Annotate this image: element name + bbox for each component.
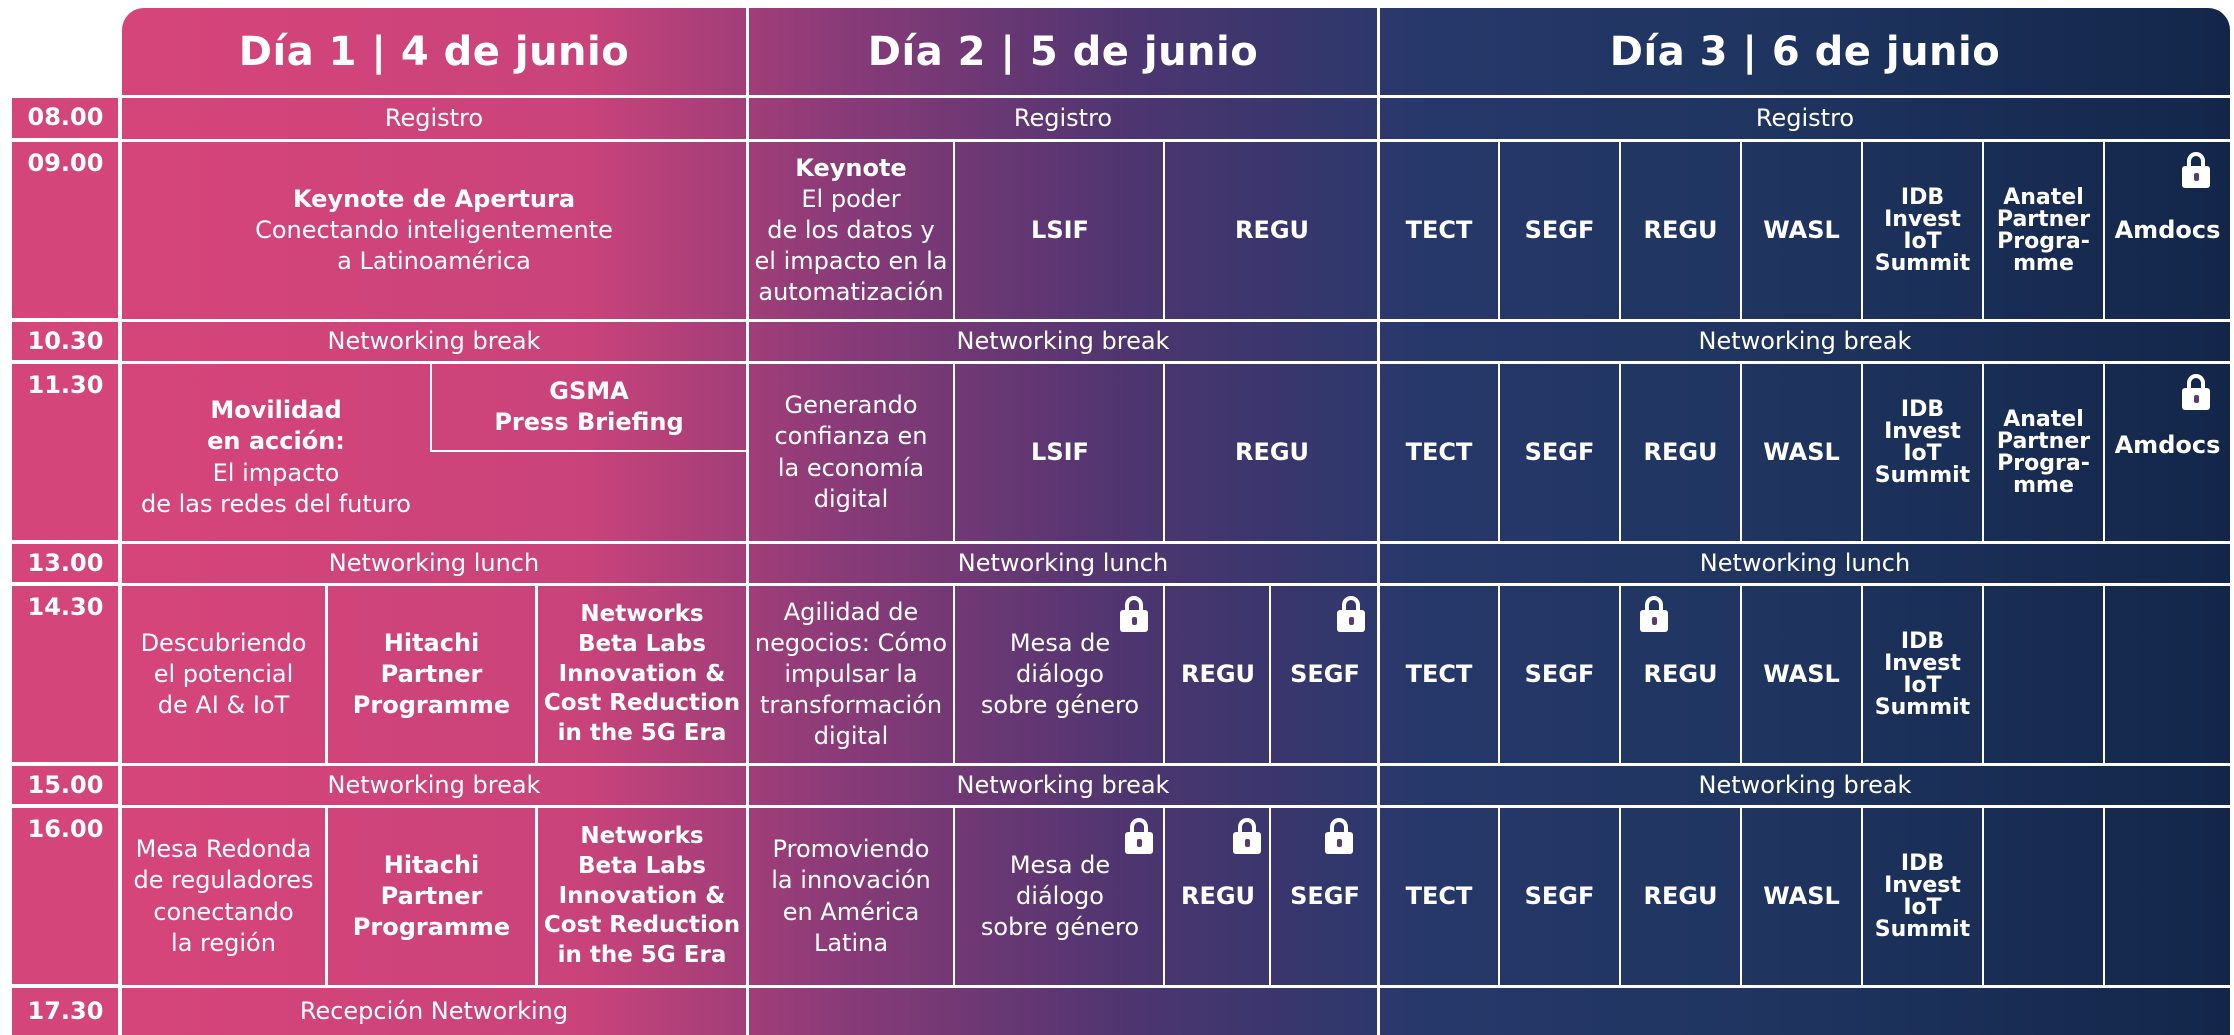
day2-regu-0900[interactable]: REGU [1234, 215, 1310, 244]
day3-idb-0900[interactable] [1863, 142, 1984, 319]
day3-wasl-1130[interactable]: WASL [1742, 364, 1863, 541]
anatel-line: mme [2013, 472, 2074, 498]
hitachi-line: Programme [352, 913, 511, 942]
day2-lunch: Networking lunch [957, 548, 1169, 577]
lock-icon [2182, 152, 2210, 188]
day3-break-1500: Networking break [1698, 770, 1912, 799]
day3-anatel-0900[interactable] [1984, 142, 2105, 319]
idb-line: Summit [1874, 462, 1971, 488]
day1-mesa-redonda[interactable] [122, 808, 328, 985]
day3-wasl-0900[interactable]: WASL [1742, 142, 1863, 319]
idb-line: Invest [1884, 418, 1961, 444]
day1-descubriendo[interactable] [122, 586, 328, 763]
day3-segf-1130[interactable]: SEGF [1500, 364, 1621, 541]
day2-keynote[interactable] [749, 142, 955, 319]
lock-icon [1325, 818, 1353, 854]
day2-keynote-line: automatización [758, 278, 944, 307]
time-1730: 17.30 [27, 997, 104, 1025]
gsma-line: GSMA [549, 376, 629, 405]
day3-wasl-1600[interactable]: WASL [1742, 808, 1863, 985]
day3-regu-1130[interactable]: REGU [1621, 364, 1742, 541]
anatel-line: Partner [1996, 206, 2091, 232]
hitachi-line: Hitachi [383, 628, 480, 657]
day3-regu-1600[interactable]: REGU [1621, 808, 1742, 985]
idb-line: IDB [1900, 184, 1945, 210]
agilidad-line: digital [813, 722, 889, 751]
time-1030: 10.30 [27, 327, 104, 355]
nbl-line: in the 5G Era [557, 720, 727, 747]
day2-break-1500: Networking break [956, 770, 1170, 799]
nbl-line: Networks [580, 822, 704, 849]
mesa-line: conectando [153, 897, 294, 926]
descubriendo-line: de AI & IoT [157, 691, 290, 720]
movilidad-line: de las redes del futuro [141, 489, 411, 518]
genero-line: sobre género [980, 913, 1140, 942]
genero-line: diálogo [1016, 881, 1104, 910]
day2-keynote-title: Keynote [795, 153, 907, 182]
idb-line: IoT [1903, 440, 1942, 466]
day3-idb-1130[interactable] [1863, 364, 1984, 541]
agilidad-line: transformación [759, 691, 943, 720]
movilidad-title: en acción: [207, 427, 345, 456]
time-1500: 15.00 [27, 771, 104, 799]
promoviendo-line: Promoviendo [772, 835, 930, 864]
day1-hitachi-1430[interactable] [328, 586, 538, 763]
hitachi-line: Partner [380, 881, 483, 910]
nbl-line: Innovation & [558, 660, 726, 687]
nbl-line: Cost Reduction [543, 912, 741, 939]
day2-lsif-0900[interactable]: LSIF [957, 142, 1165, 319]
idb-line: Invest [1884, 650, 1961, 676]
time-0900: 09.00 [27, 149, 104, 177]
day1-lunch: Networking lunch [328, 548, 540, 577]
promoviendo-line: Latina [813, 928, 889, 957]
descubriendo-line: Descubriendo [140, 628, 307, 657]
day3-segf-1430[interactable]: SEGF [1500, 586, 1621, 763]
anatel-line: Progra- [1997, 228, 2090, 254]
day1-keynote-title: Keynote de Apertura [292, 184, 576, 213]
day1-keynote-line: Conectando inteligentemente [255, 215, 613, 244]
lock-icon [1125, 818, 1153, 854]
agilidad-line: negocios: Cómo [754, 628, 948, 657]
day2-regu-1430[interactable]: REGU [1167, 586, 1271, 763]
day3-tect-0900[interactable]: TECT [1380, 142, 1500, 319]
anatel-line: Anatel [2003, 406, 2084, 432]
genero-line: Mesa de [1009, 628, 1111, 657]
idb-line: IDB [1900, 628, 1945, 654]
day2-break-1030: Networking break [956, 326, 1170, 355]
mesa-line: de reguladores [133, 866, 314, 895]
lock-icon [1120, 596, 1148, 632]
idb-line: Summit [1874, 916, 1971, 942]
genero-line: sobre género [980, 691, 1140, 720]
idb-line: Invest [1884, 206, 1961, 232]
day2-lsif-1130[interactable]: LSIF [957, 364, 1165, 541]
day3-amdocs-1130[interactable]: Amdocs [2114, 430, 2221, 459]
day3-amdocs-0900[interactable]: Amdocs [2114, 215, 2221, 244]
nbl-line: Beta Labs [578, 852, 706, 879]
day2-regu-1600[interactable]: REGU [1167, 808, 1271, 985]
time-1130: 11.30 [27, 371, 104, 399]
mesa-line: Mesa Redonda [135, 835, 312, 864]
idb-line: Invest [1884, 872, 1961, 898]
hitachi-line: Hitachi [383, 850, 480, 879]
anatel-line: Anatel [2003, 184, 2084, 210]
generando-line: la economía [777, 453, 925, 482]
idb-line: IoT [1903, 894, 1942, 920]
day3-lunch: Networking lunch [1699, 548, 1911, 577]
time-1600: 16.00 [27, 815, 104, 843]
day1-break-1030: Networking break [327, 326, 541, 355]
day2-registro: Registro [1013, 103, 1113, 132]
genero-line: Mesa de [1009, 850, 1111, 879]
day3-tect-1600[interactable]: TECT [1380, 808, 1500, 985]
day2-promoviendo[interactable] [749, 808, 955, 985]
lock-icon [2182, 374, 2210, 410]
idb-line: IoT [1903, 228, 1942, 254]
agilidad-line: impulsar la [784, 659, 918, 688]
anatel-line: Partner [1996, 428, 2091, 454]
lock-icon [1337, 596, 1365, 632]
generando-line: digital [813, 484, 889, 513]
day2-agilidad[interactable] [749, 586, 955, 763]
day2-keynote-line: de los datos y [767, 215, 935, 244]
genero-line: diálogo [1016, 659, 1104, 688]
day1-registro: Registro [384, 103, 484, 132]
day2-keynote-line: el impacto en la [754, 247, 948, 276]
idb-line: IDB [1900, 850, 1945, 876]
idb-line: Summit [1874, 250, 1971, 276]
day2-segf-1430[interactable]: SEGF [1290, 659, 1360, 688]
mesa-line: la región [171, 928, 276, 957]
day3-wasl-1430[interactable]: WASL [1742, 586, 1863, 763]
nbl-line: Innovation & [558, 882, 726, 909]
hitachi-line: Partner [380, 659, 483, 688]
day3-idb-1430[interactable] [1863, 586, 1984, 763]
day2-keynote-line: El poder [801, 184, 901, 213]
day3-regu-1430[interactable]: REGU [1621, 586, 1742, 763]
day1-networks-beta-1430[interactable] [538, 586, 746, 763]
day3-empty-cell [1984, 808, 2105, 985]
day1-header: Día 1 | 4 de junio [238, 28, 630, 75]
agilidad-line: Agilidad de [783, 597, 919, 626]
idb-line: IDB [1900, 396, 1945, 422]
day1-hitachi-1600[interactable] [328, 808, 538, 985]
time-1430: 14.30 [27, 593, 104, 621]
idb-line: IoT [1903, 672, 1942, 698]
lock-icon [1640, 596, 1668, 632]
lock-icon [1233, 818, 1261, 854]
day3-segf-0900[interactable]: SEGF [1500, 142, 1621, 319]
day3-header: Día 3 | 6 de junio [1609, 28, 2001, 75]
time-1300: 13.00 [27, 549, 104, 577]
movilidad-title: Movilidad [210, 396, 342, 425]
nbl-line: Networks [580, 600, 704, 627]
day2-regu-1130[interactable]: REGU [1234, 437, 1310, 466]
day3-regu-0900[interactable]: REGU [1621, 142, 1742, 319]
anatel-line: mme [2013, 250, 2074, 276]
day1-recepcion: Recepción Networking [299, 996, 569, 1025]
day1-keynote[interactable] [122, 142, 746, 319]
day3-break-1030: Networking break [1698, 326, 1912, 355]
nbl-line: Cost Reduction [543, 690, 741, 717]
idb-line: Summit [1874, 694, 1971, 720]
day3-tect-1430[interactable]: TECT [1380, 586, 1500, 763]
day3-registro: Registro [1755, 103, 1855, 132]
day3-idb-1600[interactable] [1863, 808, 1984, 985]
promoviendo-line: en América [782, 897, 920, 926]
generando-line: Generando [784, 391, 918, 420]
day1-networks-beta-1600[interactable] [538, 808, 746, 985]
day2-generando[interactable] [749, 364, 955, 541]
day3-anatel-1130[interactable] [1984, 364, 2105, 541]
nbl-line: Beta Labs [578, 630, 706, 657]
day1-gsma[interactable] [430, 364, 746, 452]
day1-break-1500: Networking break [327, 770, 541, 799]
movilidad-line: El impacto [212, 458, 340, 487]
anatel-line: Progra- [1997, 450, 2090, 476]
promoviendo-line: la innovación [771, 866, 931, 895]
day1-movilidad[interactable] [122, 364, 430, 541]
time-0800: 08.00 [27, 103, 104, 131]
generando-line: confianza en [774, 422, 928, 451]
nbl-line: in the 5G Era [557, 942, 727, 969]
day1-keynote-line: a Latinoamérica [337, 247, 531, 276]
day2-segf-1600[interactable]: SEGF [1290, 881, 1360, 910]
gsma-line: Press Briefing [494, 408, 684, 436]
hitachi-line: Programme [352, 691, 511, 720]
day2-header: Día 2 | 5 de junio [867, 28, 1259, 75]
day3-segf-1600[interactable]: SEGF [1500, 808, 1621, 985]
day3-tect-1130[interactable]: TECT [1380, 364, 1500, 541]
descubriendo-line: el potencial [153, 659, 294, 688]
day3-empty-cell [1984, 586, 2105, 763]
